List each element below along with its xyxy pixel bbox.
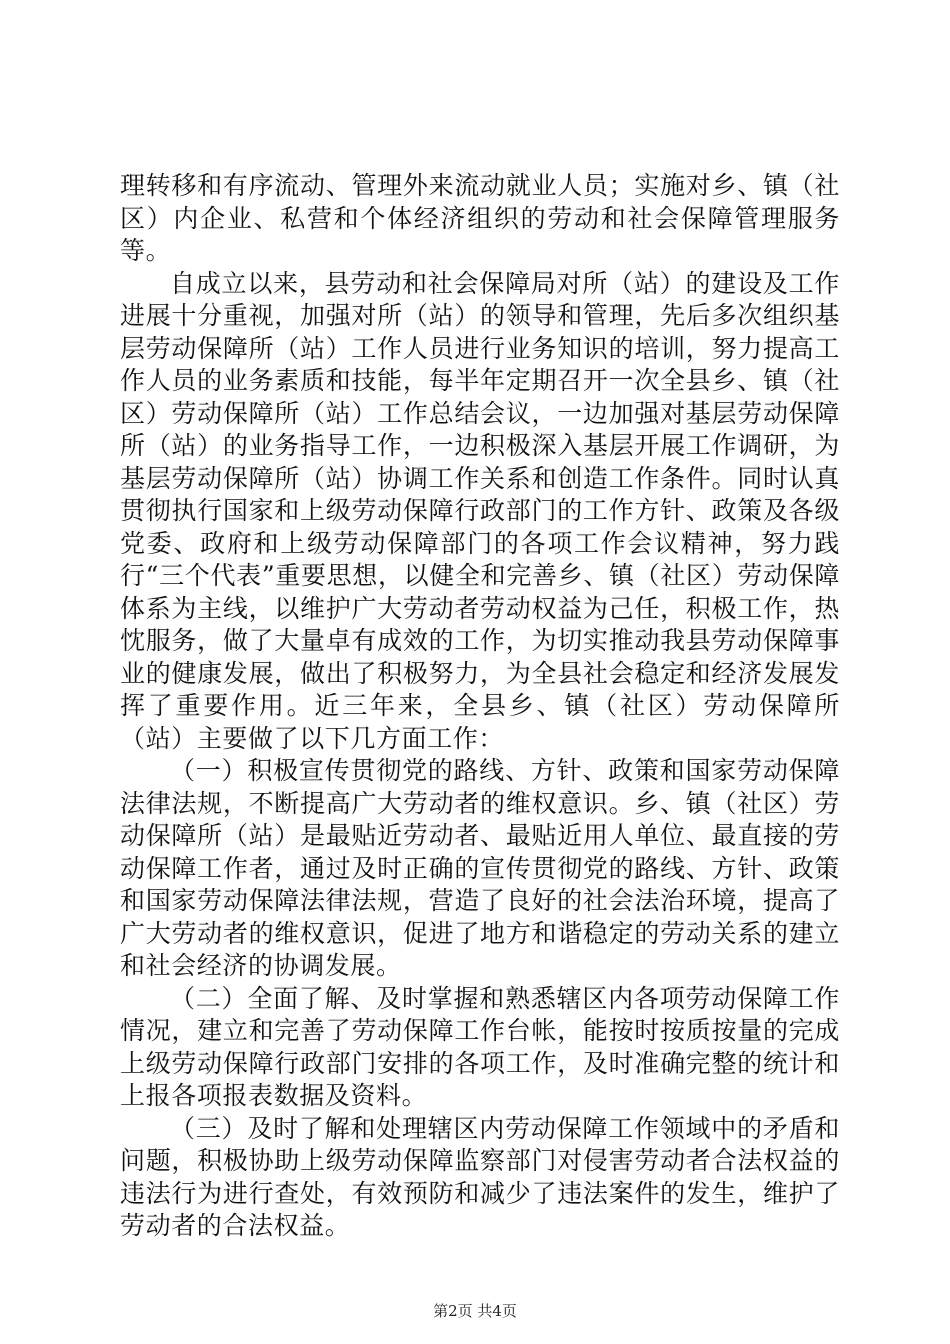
paragraph-item-3: （三）及时了解和处理辖区内劳动保障工作领域中的矛盾和问题，积极协助上级劳动保障监察部门对侵害劳动者合法权益的违法行为进行查处，有效预防和减少了违法案件的发生，维护了劳动者的合法权益。 — [120, 1113, 840, 1240]
page-number-footer: 第2页 共4页 — [433, 1302, 517, 1320]
paragraph-continuation: 理转移和有序流动、管理外来流动就业人员；实施对乡、镇（社区）内企业、私营和个体经济组织的劳动和社会保障管理服务等。 — [120, 171, 840, 265]
paragraph-item-2: （二）全面了解、及时掌握和熟悉辖区内各项劳动保障工作情况，建立和完善了劳动保障工作台帐，能按时按质按量的完成上级劳动保障行政部门安排的各项工作，及时准确完整的统计和上报各项报表数据及资料。 — [120, 983, 840, 1110]
paragraph-overview: 自成立以来，县劳动和社会保障局对所（站）的建设及工作进展十分重视，加强对所（站）的领导和管理，先后多次组织基层劳动保障所（站）工作人员进行业务知识的培训，努力提高工作人员的业务素质和技能，每半年定期召开一次全县乡、镇（社区）劳动保障所（站）工作总结会议，一边加强对基层劳动保障所（站）的业务指导工作，一边积极深入基层开展工作调研，为基层劳动保障所（站）协调工作关系和创造工作条件。同时认真贯彻执行国家和上级劳动保障行政部门的工作方针、政策及各级党委、政府和上级劳动保障部门的各项工作会议精神，努力践行“三个代表”重要思想，以健全和完善乡、镇（社区）劳动保障体系为主线，以维护广大劳动者劳动权益为己任，积极工作，热忱服务，做了大量卓有成效的工作，为切实推动我县劳动保障事业的健康发展，做出了积极努力，为全县社会稳定和经济发展发挥了重要作用。近三年来，全县乡、镇（社区）劳动保障所（站）主要做了以下几方面工作： — [120, 268, 840, 753]
document-body — [120, 170, 840, 1243]
paragraph-item-1: （一）积极宣传贯彻党的路线、方针、政策和国家劳动保障法律法规，不断提高广大劳动者的维权意识。乡、镇（社区）劳动保障所（站）是最贴近劳动者、最贴近用人单位、最直接的劳动保障工作者，通过及时正确的宣传贯彻党的路线、方针、政策和国家劳动保障法律法规，营造了良好的社会法治环境，提高了广大劳动者的维权意识，促进了地方和谐稳定的劳动关系的建立和社会经济的协调发展。 — [120, 756, 840, 980]
